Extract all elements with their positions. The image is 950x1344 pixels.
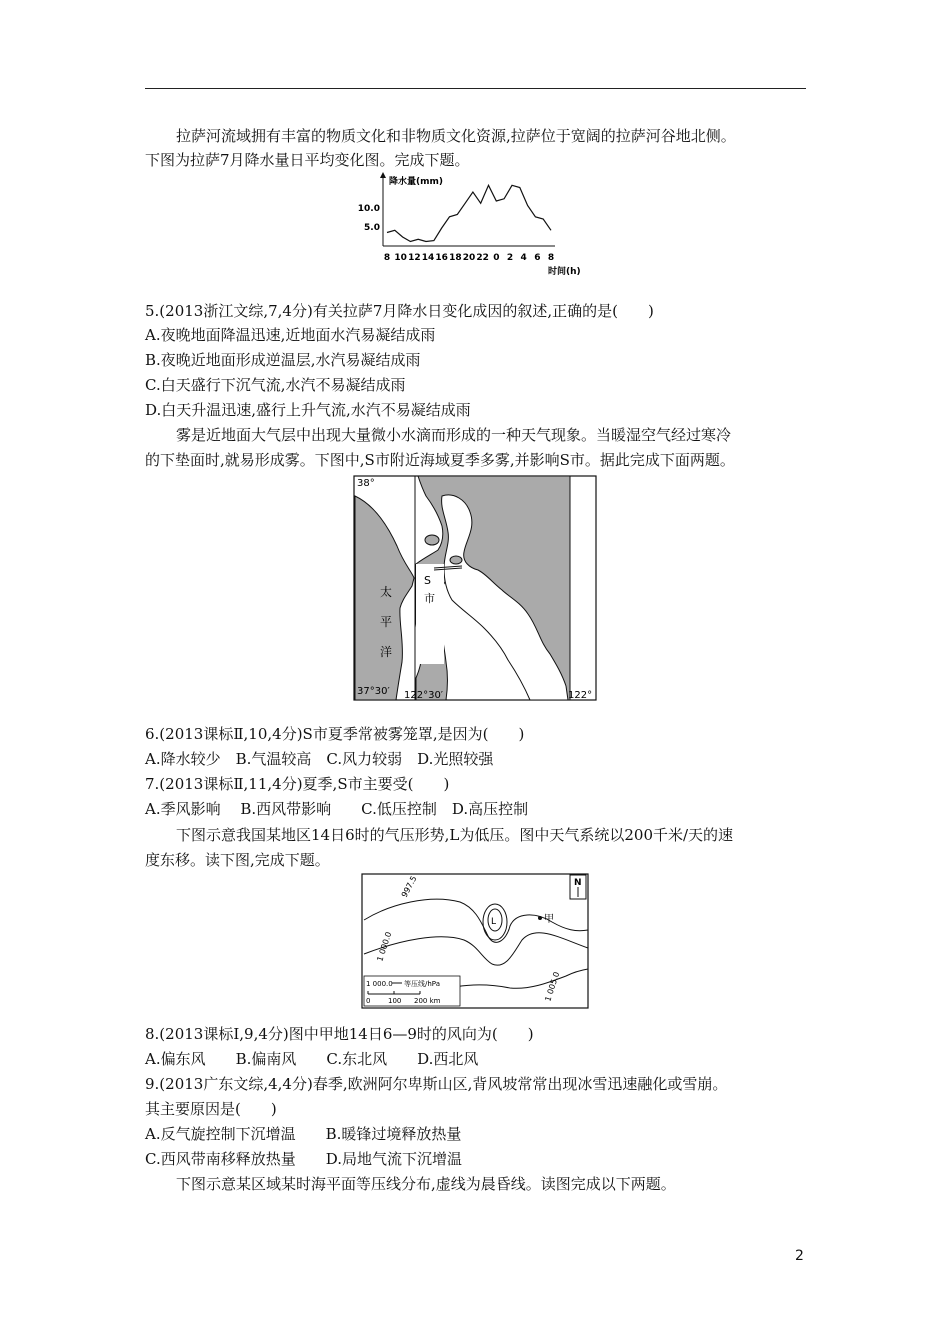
q5-stem: 5.(2013浙江文综,7,4分)有关拉萨7月降水日变化成因的叙述,正确的是( )	[145, 302, 654, 320]
xtick-label: 8	[547, 253, 555, 263]
place-dot	[538, 916, 542, 920]
intro3-line2: 度东移。读下图,完成下题。	[145, 851, 330, 869]
island-1	[425, 535, 439, 545]
island-2	[450, 556, 462, 564]
xtick-label: 12	[408, 253, 421, 263]
intro2-line2: 的下垫面时,就易形成雾。下图中,S市附近海域夏季多雾,并影响S市。据此完成下面两题。	[145, 451, 735, 469]
xtick-label: 2	[506, 253, 514, 263]
xtick-label: 16	[435, 253, 448, 263]
q7-stem: 7.(2013课标Ⅱ,11,4分)夏季,S市主要受( )	[145, 775, 450, 793]
xtick-label: 22	[476, 253, 489, 263]
lon-right: 122°	[568, 690, 593, 701]
ocean-char-2: 平	[380, 615, 393, 629]
ytick-5: 5.0	[364, 223, 380, 233]
s-city-label: S	[424, 574, 431, 587]
scale-100: 100	[388, 997, 402, 1005]
ytick-10: 10.0	[357, 204, 380, 214]
y-axis-label: 降水量(mm)	[389, 177, 443, 187]
series-line	[387, 185, 551, 241]
xtick-label: 4	[520, 253, 527, 263]
intro1-line1: 拉萨河流域拥有丰富的物质文化和非物质文化资源,拉萨位于宽阔的拉萨河谷地北侧。	[176, 127, 736, 145]
q9-options-ab: A.反气旋控制下沉增温 B.暖锋过境释放热量	[145, 1125, 462, 1143]
xtick-label: 10	[394, 253, 407, 263]
xtick-label: 6	[534, 253, 541, 263]
iso-label-997: 997.5	[399, 874, 419, 899]
q5-option-d: D.白天升温迅速,盛行上升气流,水汽不易凝结成雨	[145, 401, 471, 419]
s-city-label-shi: 市	[424, 592, 435, 605]
iso-label-1000: 1 000.0	[375, 930, 394, 963]
q6-stem: 6.(2013课标Ⅱ,10,4分)S市夏季常被雾笼罩,是因为( )	[145, 725, 525, 743]
header-rule	[145, 88, 806, 89]
isobar-map	[360, 872, 590, 1012]
q8-stem: 8.(2013课标Ⅰ,9,4分)图中甲地14日6—9时的风向为( )	[145, 1025, 534, 1043]
legend-iso: 1 000.0	[366, 980, 393, 988]
scale-0: 0	[366, 997, 371, 1005]
q7-options: A.季风影响 B.西风带影响 C.低压控制 D.高压控制	[145, 800, 529, 818]
x-ticks	[384, 253, 554, 263]
ocean-char-3: 洋	[380, 645, 393, 659]
x-axis-label: 时间(h)	[548, 267, 581, 277]
q6-options: A.降水较少 B.气温较高 C.风力较弱 D.光照较强	[145, 750, 494, 768]
precip-chart	[357, 170, 592, 280]
legend-label: 等压线/hPa	[404, 980, 440, 988]
page-number: 2	[795, 1248, 804, 1264]
xtick-label: 20	[462, 253, 476, 263]
q9-stem-2: 其主要原因是( )	[145, 1100, 277, 1118]
coastal-map	[352, 474, 598, 702]
iso-label-1005: 1 005.0	[543, 970, 562, 1003]
place-label: 甲	[544, 914, 554, 925]
intro3-line1: 下图示意我国某地区14日6时的气压形势,L为低压。图中天气系统以200千米/天的速	[176, 826, 734, 844]
north-label: N	[574, 878, 582, 888]
xtick-label: 14	[421, 253, 435, 263]
low-label: L	[491, 917, 497, 927]
scale-200: 200 km	[414, 997, 441, 1005]
intro4-line1: 下图示意某区域某时海平面等压线分布,虚线为晨昏线。读图完成以下两题。	[176, 1175, 676, 1193]
intro1-line2: 下图为拉萨7月降水量日平均变化图。完成下题。	[145, 151, 470, 169]
q9-stem: 9.(2013广东文综,4,4分)春季,欧洲阿尔卑斯山区,背风坡常常出现冰雪迅速融化或雪崩。	[145, 1075, 728, 1093]
q5-option-a: A.夜晚地面降温迅速,近地面水汽易凝结成雨	[145, 326, 436, 344]
lon-left: 122°30′	[404, 690, 444, 701]
xtick-label: 18	[449, 253, 462, 263]
q9-options-cd: C.西风带南移释放热量 D.局地气流下沉增温	[145, 1150, 462, 1168]
lat-top: 38°	[357, 478, 375, 489]
q5-option-b: B.夜晚近地面形成逆温层,水汽易凝结成雨	[145, 351, 421, 369]
q8-options: A.偏东风 B.偏南风 C.东北风 D.西北风	[145, 1050, 479, 1068]
lat-bottom: 37°30′	[357, 686, 390, 697]
xtick-label: 0	[493, 253, 500, 263]
intro2-line1: 雾是近地面大气层中出现大量微小水滴而形成的一种天气现象。当暖湿空气经过寒冷	[176, 426, 732, 444]
y-arrow-icon	[380, 172, 386, 178]
xtick-label: 8	[383, 253, 391, 263]
q5-option-c: C.白天盛行下沉气流,水汽不易凝结成雨	[145, 376, 406, 394]
ocean-char-1: 太	[380, 585, 393, 599]
